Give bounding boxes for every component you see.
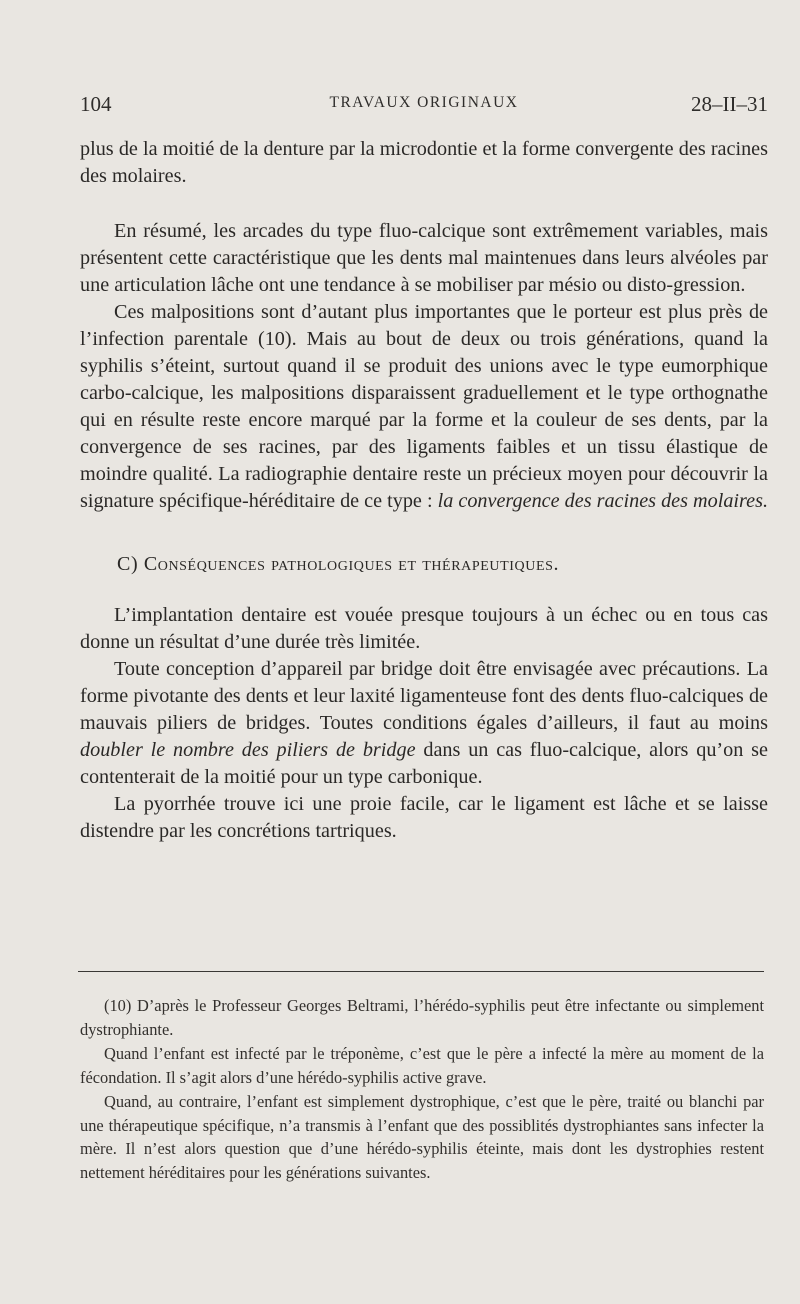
footnote-paragraph: Quand, au contraire, l’enfant est simplement dystrophique, c’est que le père, traité ou blanchi par une thérapeutique spécifique, n’a transmis à l’enfant que des possiblités dystrophiantes sans infecter la mère. Il n’est alors question que d’une hérédo-syphilis éteinte, mais dont les dystrophies restent nettement héréditaires pour les générations suivantes.: [80, 1092, 764, 1182]
page-header: [80, 92, 768, 118]
emphasis-text: la convergence des racines des molaires.: [437, 490, 768, 512]
paragraph-summary: En résumé, les arcades du type fluo-calcique sont extrêmement variables, mais présentent cette caractéristique que les dents mal maintenues dans leurs alvéoles par une articulation lâche ont une tendance à se mobiliser par mésio ou disto-gression.: [80, 220, 768, 296]
paragraph-pyorrhea: La pyorrhée trouve ici une proie facile, car le ligament est lâche et se laisse distendre par les concrétions tartriques.: [80, 793, 768, 842]
paragraph-bridge: [80, 656, 768, 791]
section-title: Conséquences pathologiques et thérapeutiques.: [143, 553, 560, 575]
section-letter: C): [117, 553, 139, 575]
paragraph-text: dans un cas fluo-calcique, alors qu’on se contenterait de la moitié pour un type carbonique.: [80, 739, 768, 788]
footnote-divider: [78, 971, 764, 972]
footnote-10: (10) D’après le Professeur Georges Beltrami, l’hérédo-syphilis peut être infectante ou simplement dystrophiante.: [80, 996, 764, 1039]
paragraph-malpositions: [80, 299, 768, 515]
page-number: 104: [80, 92, 112, 116]
paragraph-implantation: L’implantation dentaire est vouée presque toujours à un échec ou en tous cas donne un résultat d’une durée très limitée.: [80, 604, 768, 653]
paragraph-text: Ces malpositions sont d’autant plus importantes que le porteur est plus près de l’infection parentale (10). Mais au bout de deux ou trois générations, quand la syphilis s’éteint, surtout quand il se produit des unions avec le type eumorphique carbo-calcique, les malpositions disparaissent graduellement et le type orthognathe qui en résulte reste encore marqué par la forme et la couleur de ses dents, par la convergence de ses racines, par des ligaments faibles et un tissu élastique de moindre qualité. La radiographie dentaire reste un précieux moyen pour découvrir la signature spécifique-héréditaire de ce type :: [80, 301, 768, 512]
main-text: [80, 136, 768, 845]
emphasis-text: doubler le nombre des piliers de bridge: [80, 739, 416, 761]
paragraph-text: Toute conception d’appareil par bridge doit être envisagée avec précautions. La forme pivotante des dents et leur laxité ligamenteuse font des dents fluo-calciques de mauvais piliers de bridges. Toutes conditions égales d’ailleurs, il faut au moins: [80, 658, 768, 734]
running-title: TRAVAUX ORIGINAUX: [329, 94, 519, 111]
section-heading: [80, 551, 768, 578]
paragraph-continued: plus de la moitié de la denture par la microdontie et la forme convergente des racines des molaires.: [80, 138, 768, 187]
footnote-paragraph: Quand l’enfant est infecté par le tréponème, c’est que le père a infecté la mère au moment de la fécondation. Il s’agit alors d’une hérédo-syphilis active grave.: [80, 1044, 764, 1087]
header-date: 28–II–31: [691, 92, 768, 116]
footnotes: [80, 994, 764, 1184]
